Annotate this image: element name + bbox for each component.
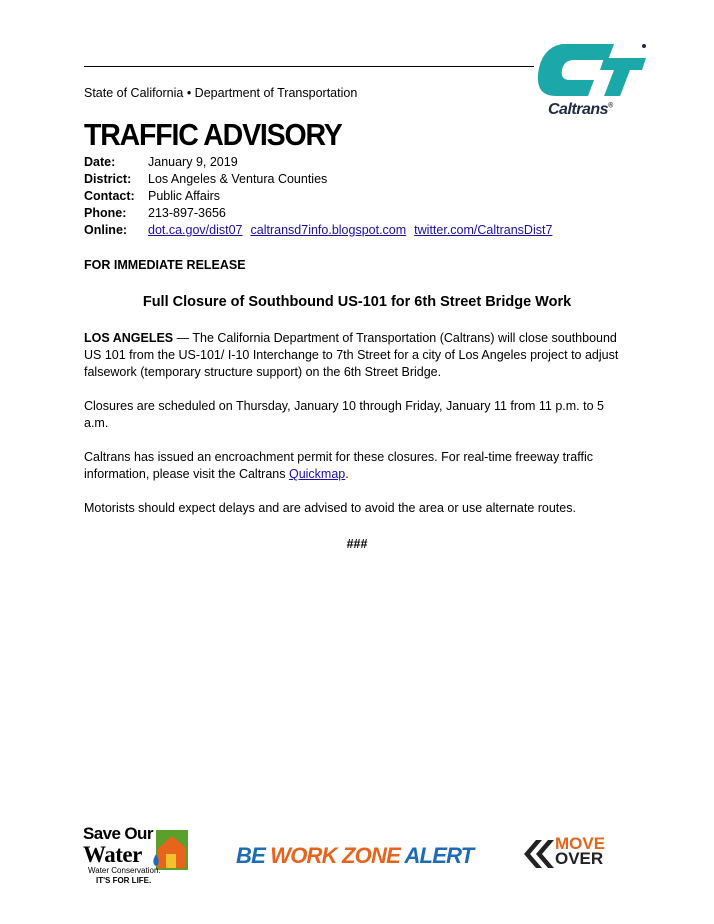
meta-contact-label: Contact: — [84, 189, 135, 203]
body-paragraph-4: Motorists should expect delays and are advised to avoid the area or use alternate routes. — [84, 501, 576, 515]
meta-phone-label: Phone: — [84, 206, 127, 220]
header-rule — [84, 66, 534, 67]
meta-online — [84, 222, 560, 239]
move-over-chevron-icon — [518, 838, 554, 870]
work-zone-alert-logo: BE WORK ZONE ALERT — [236, 843, 474, 868]
meta-contact — [84, 188, 560, 205]
body-paragraph-1: LOS ANGELES — The California Department of Transportation (Caltrans) will close southbound US 101 from the US-101/ I-10 Interchange to 7th Street for a city of Los Angeles project to adjust falsework (temporary structure support) on the 6th Street Bridge. — [84, 331, 619, 379]
save-our-text: Save Our — [83, 824, 153, 843]
end-mark: ### — [346, 537, 368, 551]
meta-online-label: Online: — [84, 223, 128, 237]
move-text: MOVE — [555, 834, 606, 853]
advisory-body — [84, 330, 624, 534]
meta-district-label: District: — [84, 172, 132, 186]
quickmap-link[interactable]: Quickmap — [288, 467, 346, 481]
meta-contact-value: Public Affairs — [148, 189, 221, 203]
move-over-logo — [555, 836, 605, 866]
advisory-meta — [84, 154, 560, 239]
body-paragraph-2: Closures are scheduled on Thursday, January 10 through Friday, January 11 from 11 p.m. to 5 a.m. — [84, 399, 604, 430]
meta-district — [84, 171, 560, 188]
headline: Full Closure of Southbound US-101 for 6th Street Bridge Work — [142, 294, 572, 310]
dateline: LOS ANGELES — [84, 331, 174, 345]
link-dist07[interactable]: dot.ca.gov/dist07 — [148, 223, 243, 237]
its-for-life-text: IT'S FOR LIFE. — [96, 876, 152, 885]
meta-phone — [84, 205, 560, 222]
agency-name: State of California • Department of Transportation — [84, 86, 358, 100]
caltrans-wordmark: Caltrans® — [548, 101, 613, 118]
meta-date-label: Date: — [84, 155, 116, 169]
meta-district-value: Los Angeles & Ventura Counties — [148, 172, 328, 186]
water-conservation-text: Water Conservation. — [88, 866, 161, 875]
water-text: Water — [83, 842, 142, 867]
meta-date-value: January 9, 2019 — [148, 155, 238, 169]
advisory-title: TRAFFIC ADVISORY — [84, 117, 342, 152]
body-paragraph-3: Caltrans has issued an encroachment permit for these closures. For real-time freeway traffic information, please visit the Caltrans Quickmap. — [84, 450, 594, 481]
meta-date — [84, 154, 560, 171]
over-text: OVER — [555, 849, 604, 868]
meta-phone-value: 213-897-3656 — [148, 206, 226, 220]
release-label: FOR IMMEDIATE RELEASE — [84, 258, 246, 272]
link-twitter[interactable]: twitter.com/CaltransDist7 — [414, 223, 553, 237]
link-blog[interactable]: caltransd7info.blogspot.com — [250, 223, 407, 237]
